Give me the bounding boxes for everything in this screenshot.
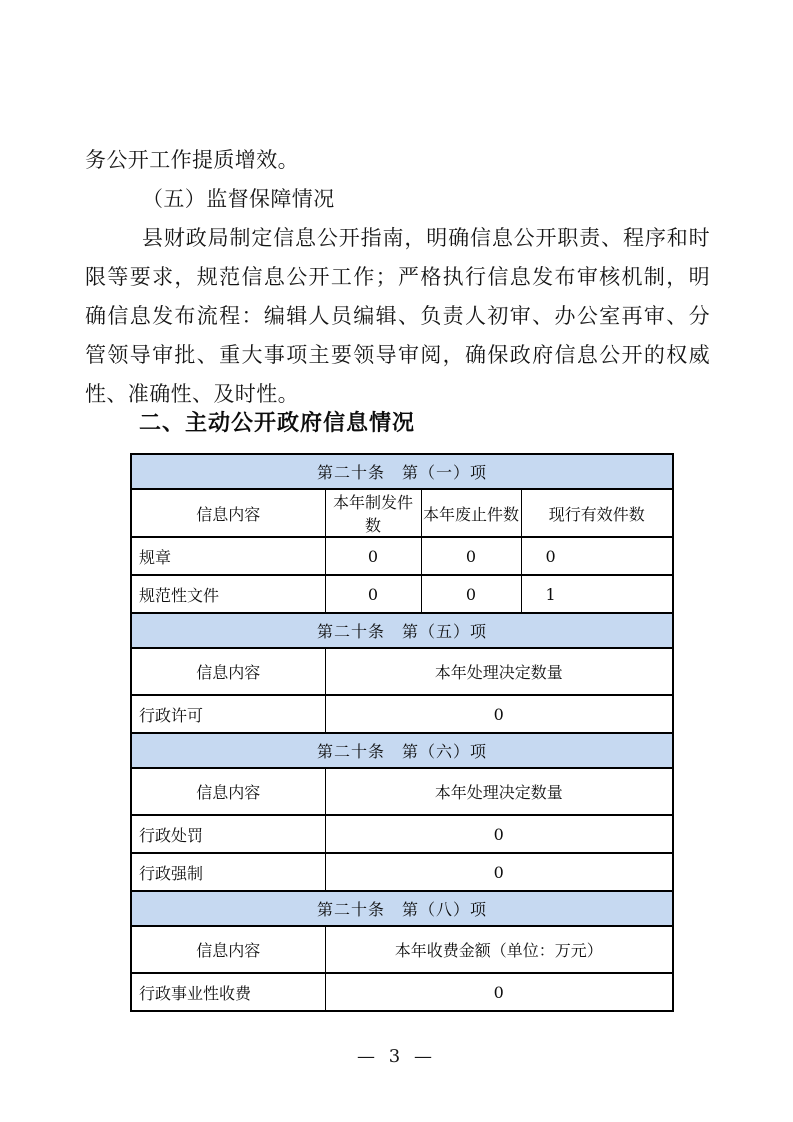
column-header-in-force: 现行有效件数 [521,489,673,537]
paragraph-area [85,141,710,414]
table-row [131,537,673,575]
body-line: 确信息发布流程：编辑人员编辑、负责人初审、办公室再审、分 [85,304,710,328]
column-header-decisions: 本年处理决定数量 [325,648,673,695]
disclosure-table [130,453,674,1012]
column-header-info-content: 信息内容 [131,768,325,815]
body-line: 限等要求，规范信息公开工作；严格执行信息发布审核机制，明 [85,265,710,289]
cell-value: 0 [325,853,673,891]
page-number: — 3 — [357,1046,436,1067]
table-caption: 第二十条 第（五）项 [131,613,673,648]
cell-value: 0 [325,815,673,853]
table-row [131,695,673,733]
table-section-caption-row [131,613,673,648]
cell-value: 1 [521,575,673,613]
column-header-decisions: 本年处理决定数量 [325,768,673,815]
column-header-info-content: 信息内容 [131,489,325,537]
cell-value: 0 [521,537,673,575]
cell-value: 0 [421,575,521,613]
section-heading: 二、主动公开政府信息情况 [139,411,416,436]
row-label: 行政许可 [131,695,325,733]
table-row [131,853,673,891]
column-header-info-content: 信息内容 [131,648,325,695]
table-section-caption-row [131,733,673,768]
table-header-row [131,489,673,537]
body-line: 县财政局制定信息公开指南，明确信息公开职责、程序和时 [142,226,710,250]
table-caption: 第二十条 第（八）项 [131,891,673,926]
column-header-fees: 本年收费金额（单位：万元） [325,926,673,973]
cell-value: 0 [325,695,673,733]
column-header-info-content: 信息内容 [131,926,325,973]
row-label: 规范性文件 [131,575,325,613]
table-section-caption-row [131,454,673,489]
row-label: 行政强制 [131,853,325,891]
table-section-caption-row [131,891,673,926]
column-header-repealed: 本年废止件数 [421,489,521,537]
body-line: （五）监督保障情况 [142,187,335,211]
table-row [131,575,673,613]
table-header-row [131,768,673,815]
table-row [131,815,673,853]
column-header-issued: 本年制发件数 [325,489,421,537]
table-header-row [131,648,673,695]
table-caption: 第二十条 第（六）项 [131,733,673,768]
body-line: 管领导审批、重大事项主要领导审阅，确保政府信息公开的权威 [85,343,710,367]
table-caption: 第二十条 第（一）项 [131,454,673,489]
cell-value: 0 [325,537,421,575]
body-line: 务公开工作提质增效。 [85,148,299,172]
cell-value: 0 [325,973,673,1011]
table-row [131,973,673,1011]
row-label: 规章 [131,537,325,575]
cell-value: 0 [421,537,521,575]
row-label: 行政处罚 [131,815,325,853]
body-line: 性、准确性、及时性。 [85,382,299,406]
row-label: 行政事业性收费 [131,973,325,1011]
cell-value: 0 [325,575,421,613]
table-header-row [131,926,673,973]
